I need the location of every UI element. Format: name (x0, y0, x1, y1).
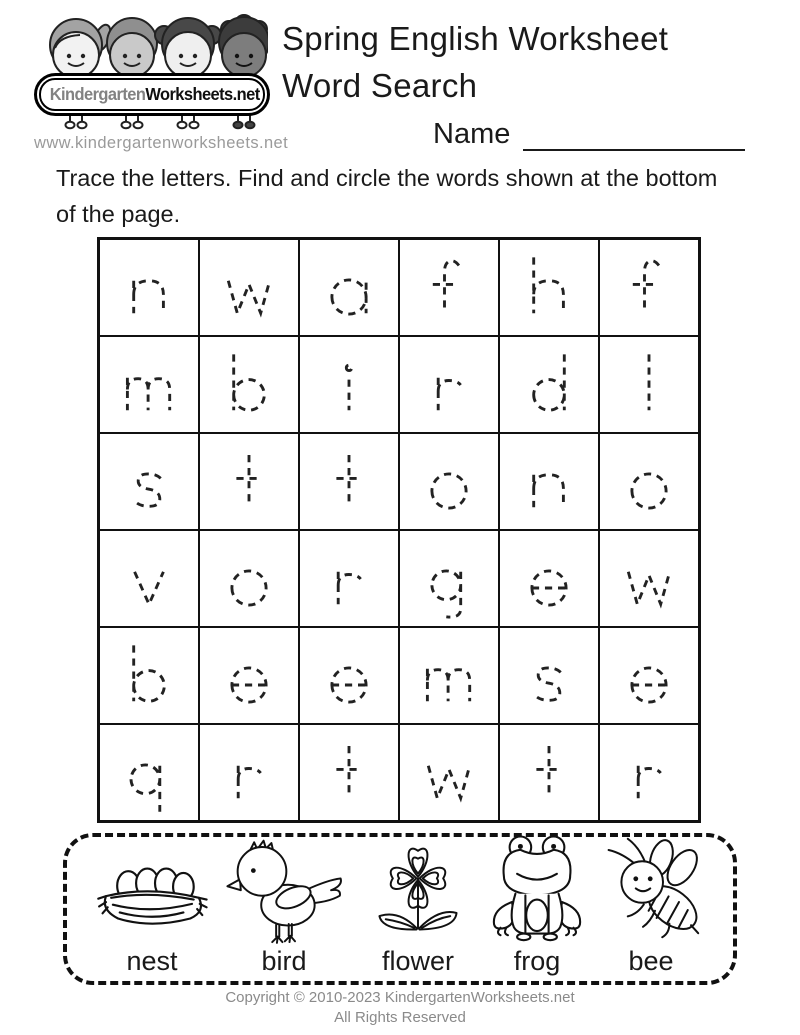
instructions-line2: of the page. (56, 201, 181, 228)
letter-v-trace (102, 534, 196, 624)
letter-w-trace (602, 534, 696, 624)
grid-cell-letter-i (299, 336, 399, 433)
flower-image (357, 828, 479, 946)
grid-cell-letter-e (299, 627, 399, 724)
letter-i-trace (302, 340, 396, 430)
letter-o-trace (602, 437, 696, 527)
letter-t-trace (302, 728, 396, 818)
letter-t-trace (502, 728, 596, 818)
letter-grid (97, 237, 701, 823)
word-item-bee (595, 834, 707, 977)
site-name: KindergartenWorksheets.net (49, 84, 260, 104)
grid-cell-letter-t (499, 724, 599, 821)
letter-f-trace (402, 243, 496, 333)
site-url: www.kindergartenworksheets.net (34, 134, 289, 152)
grid-cell-letter-t (299, 433, 399, 530)
letter-r-trace (302, 534, 396, 624)
page-title-line2: Word Search (282, 66, 478, 104)
letter-e-trace (302, 631, 396, 721)
letter-t-trace (302, 437, 396, 527)
grid-cell-letter-a (299, 239, 399, 336)
grid-cell-letter-r (199, 724, 299, 821)
grid-cell-letter-r (399, 336, 499, 433)
grid-cell-letter-m (399, 627, 499, 724)
letter-f-trace (602, 243, 696, 333)
grid-cell-letter-r (299, 530, 399, 627)
word-item-nest (93, 860, 211, 977)
letter-r-trace (402, 340, 496, 430)
grid-cell-letter-f (599, 239, 699, 336)
grid-cell-letter-v (99, 530, 199, 627)
footer-rights: All Rights Reserved (334, 1009, 466, 1027)
letter-n-trace (102, 243, 196, 333)
grid-cell-letter-b (199, 336, 299, 433)
grid-cell-letter-e (199, 627, 299, 724)
letter-t-trace (202, 437, 296, 527)
grid-cell-letter-t (199, 433, 299, 530)
letter-o-trace (202, 534, 296, 624)
instructions-line1: Trace the letters. Find and circle the words shown at the bottom (56, 165, 718, 191)
name-label: Name (433, 118, 511, 150)
word-label-nest: nest (126, 946, 178, 976)
letter-h-trace (502, 243, 596, 333)
grid-cell-letter-o (399, 433, 499, 530)
word-box (63, 833, 737, 985)
children-feet-illustration (36, 115, 268, 131)
grid-cell-letter-e (499, 530, 599, 627)
word-label-bird: bird (261, 946, 307, 976)
letter-o-trace (402, 437, 496, 527)
letter-l-trace (602, 340, 696, 430)
word-item-flower (357, 828, 479, 977)
grid-cell-letter-s (499, 627, 599, 724)
grid-cell-letter-d (499, 336, 599, 433)
letter-w-trace (202, 243, 296, 333)
bee-image (595, 834, 707, 946)
page-footer (0, 988, 800, 1029)
letter-g-trace (402, 534, 496, 624)
frog-image (482, 834, 592, 946)
grid-cell-letter-w (599, 530, 699, 627)
grid-cell-letter-f (399, 239, 499, 336)
letter-e-trace (202, 631, 296, 721)
letter-r-trace (202, 728, 296, 818)
grid-cell-letter-s (99, 433, 199, 530)
word-label-frog: frog (513, 946, 561, 976)
letter-q-trace (102, 728, 196, 818)
grid-cell-letter-r (599, 724, 699, 821)
letter-r-trace (602, 728, 696, 818)
grid-cell-letter-n (499, 433, 599, 530)
logo-banner (34, 73, 270, 116)
letter-b-trace (202, 340, 296, 430)
site-logo (34, 12, 289, 153)
word-item-frog (482, 834, 592, 977)
letter-b-trace (102, 631, 196, 721)
grid-cell-letter-t (299, 724, 399, 821)
grid-cell-letter-e (599, 627, 699, 724)
letter-d-trace (502, 340, 596, 430)
grid-cell-letter-n (99, 239, 199, 336)
grid-cell-letter-o (199, 530, 299, 627)
grid-cell-letter-b (99, 627, 199, 724)
letter-e-trace (602, 631, 696, 721)
grid-cell-letter-g (399, 530, 499, 627)
page-title-line1: Spring English Worksheet (282, 20, 669, 57)
letter-a-trace (302, 243, 396, 333)
nest-image (93, 860, 211, 946)
footer-copyright: Copyright © 2010-2023 KindergartenWorksheets.net (225, 989, 575, 1006)
grid-cell-letter-q (99, 724, 199, 821)
letter-w-trace (402, 728, 496, 818)
letter-e-trace (502, 534, 596, 624)
grid-cell-letter-h (499, 239, 599, 336)
letter-s-trace (502, 631, 596, 721)
page-title-block (282, 16, 668, 110)
letter-m-trace (402, 631, 496, 721)
name-row (433, 118, 745, 151)
word-label-flower: flower (381, 946, 455, 976)
grid-cell-letter-m (99, 336, 199, 433)
word-label-bee: bee (628, 946, 674, 976)
grid-cell-letter-o (599, 433, 699, 530)
grid-cell-letter-l (599, 336, 699, 433)
instructions-text (56, 160, 717, 233)
grid-cell-letter-w (199, 239, 299, 336)
letter-m-trace (102, 340, 196, 430)
letter-s-trace (102, 437, 196, 527)
grid-cell-letter-w (399, 724, 499, 821)
letter-n-trace (502, 437, 596, 527)
bird-image (214, 836, 354, 946)
word-item-bird (214, 836, 354, 977)
name-blank-line (523, 119, 745, 151)
